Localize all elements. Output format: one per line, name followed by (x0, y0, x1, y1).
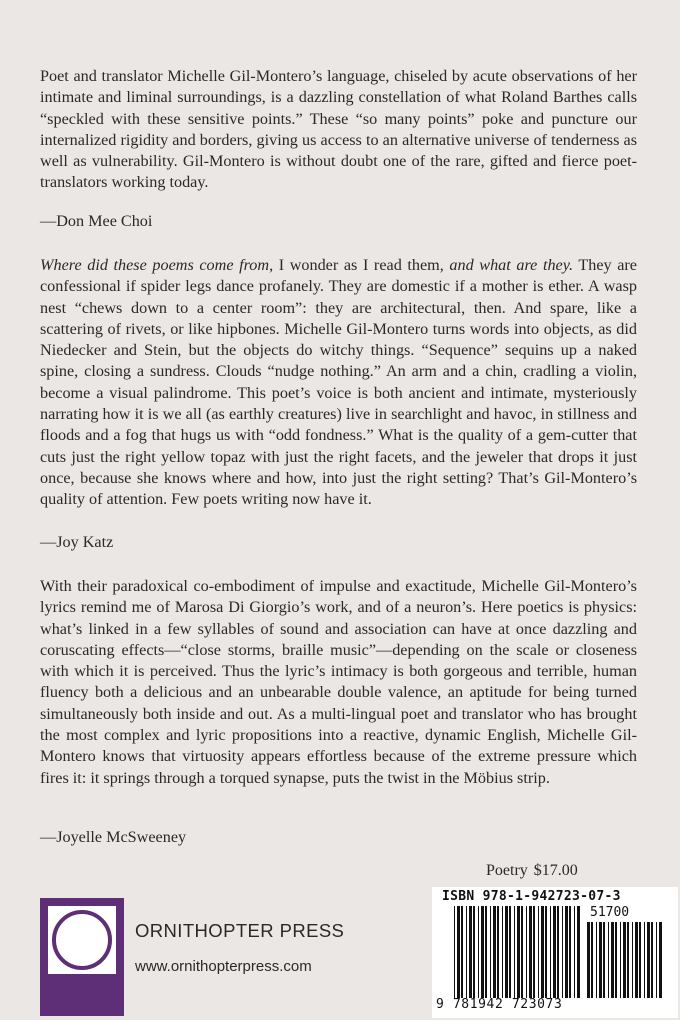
blurb-text: Poet and translator Michelle Gil-Montero’s language, chiseled by acute observations of her intimate and liminal surroundings, is a dazzling constellation of what Roland Barthes calls “speckled with these sensitive points.” These “so many points” poke and puncture our internalized rigidity and borders, giving us access to an alternative universe of tenderness as well as vulnerability. Gil-Montero is without doubt one of the rare, gifted and fierce poet-translators working today. (40, 67, 637, 192)
category-label: Poetry (486, 862, 528, 879)
blurb-joy-katz (40, 255, 637, 511)
ean-barcode-icon (454, 906, 582, 998)
publisher-url: www.ornithopterpress.com (135, 958, 312, 975)
blurb-attribution: —Don Mee Choi (40, 212, 153, 230)
price-barcode-icon (587, 922, 665, 998)
publisher-name: ORNITHOPTER PRESS (135, 920, 345, 941)
isbn-number: ISBN 978-1-942723-07-3 (442, 889, 621, 904)
publisher-logo (40, 898, 124, 1016)
blurb-italic-phrase: and what are they. (449, 256, 574, 274)
blurb-attribution: —Joyelle McSweeney (40, 828, 187, 846)
blurb-joyelle-mcsweeney (40, 576, 637, 789)
price-amount: $17.00 (533, 862, 578, 879)
logo-circle-icon (52, 910, 112, 970)
blurb-text: With their paradoxical co-embodiment of impulse and exactitude, Michelle Gil-Montero’s lyrics remind me of Marosa Di Giorgio’s work, and of a neuron’s. Here poetics is physics: what’s linked in a few syllables of sound and association can have at once dazzling and coruscating effects—“close storms, braille music”—depending on the scale or closeness with which it is perceived. Thus the lyric’s intimacy is both gorgeous and terrible, human fluency both a delicious and an unbearable double valence, an aptitude for being turned simultaneously both inside and out. As a multi-lingual poet and translator who has brought the most complex and lyric propositions into a reactive, dynamic English, Michelle Gil-Montero knows that virtuosity appears effortless because of the extreme pressure which fires it: it springs through a torqued synapse, puts the twist in the Möbius strip. (40, 577, 637, 787)
blurb-attribution: —Joy Katz (40, 533, 114, 551)
price-code: 51700 (590, 905, 630, 920)
blurb-text-segment: I wonder as I read them, (273, 256, 450, 274)
blurb-text (40, 255, 637, 511)
blurb-don-mee-choi (40, 66, 637, 194)
blurb-text-segment: They are confessional if spider legs dance profanely. They are domestic if a mother is ether. A wasp nest “chews down to a center room”: they are architectural, then. And spare, like a scattering of rivets, or like hipbones. Michelle Gil-Montero turns words into objects, as did Niedecker and Stein, but the objects do witchy things. “Sequence” sequins up a naked spine, closing a sundress. Clouds “nudge nothing.” An arm and a chin, cradling a violin, become a visual palindrome. This poet’s voice is both ancient and intimate, mysteriously narrating how it is we all (as earthly creatures) live in searchlight and havoc, in stillness and floods and a fog that hugs us with “odd fondness.” What is the quality of a gem-cutter that cuts just the right yellow topaz with just the right facets, and the jeweler that drops it just once, because she knows where and how, into just the right setting? That’s Gil-Montero’s quality of attention. Few poets writing now have it. (40, 256, 637, 509)
logo-inner-square (48, 906, 116, 974)
price-label (486, 862, 578, 880)
blurb-italic-phrase: Where did these poems come from, (40, 256, 274, 274)
ean-digits: 9 781942 723073 (436, 997, 563, 1012)
